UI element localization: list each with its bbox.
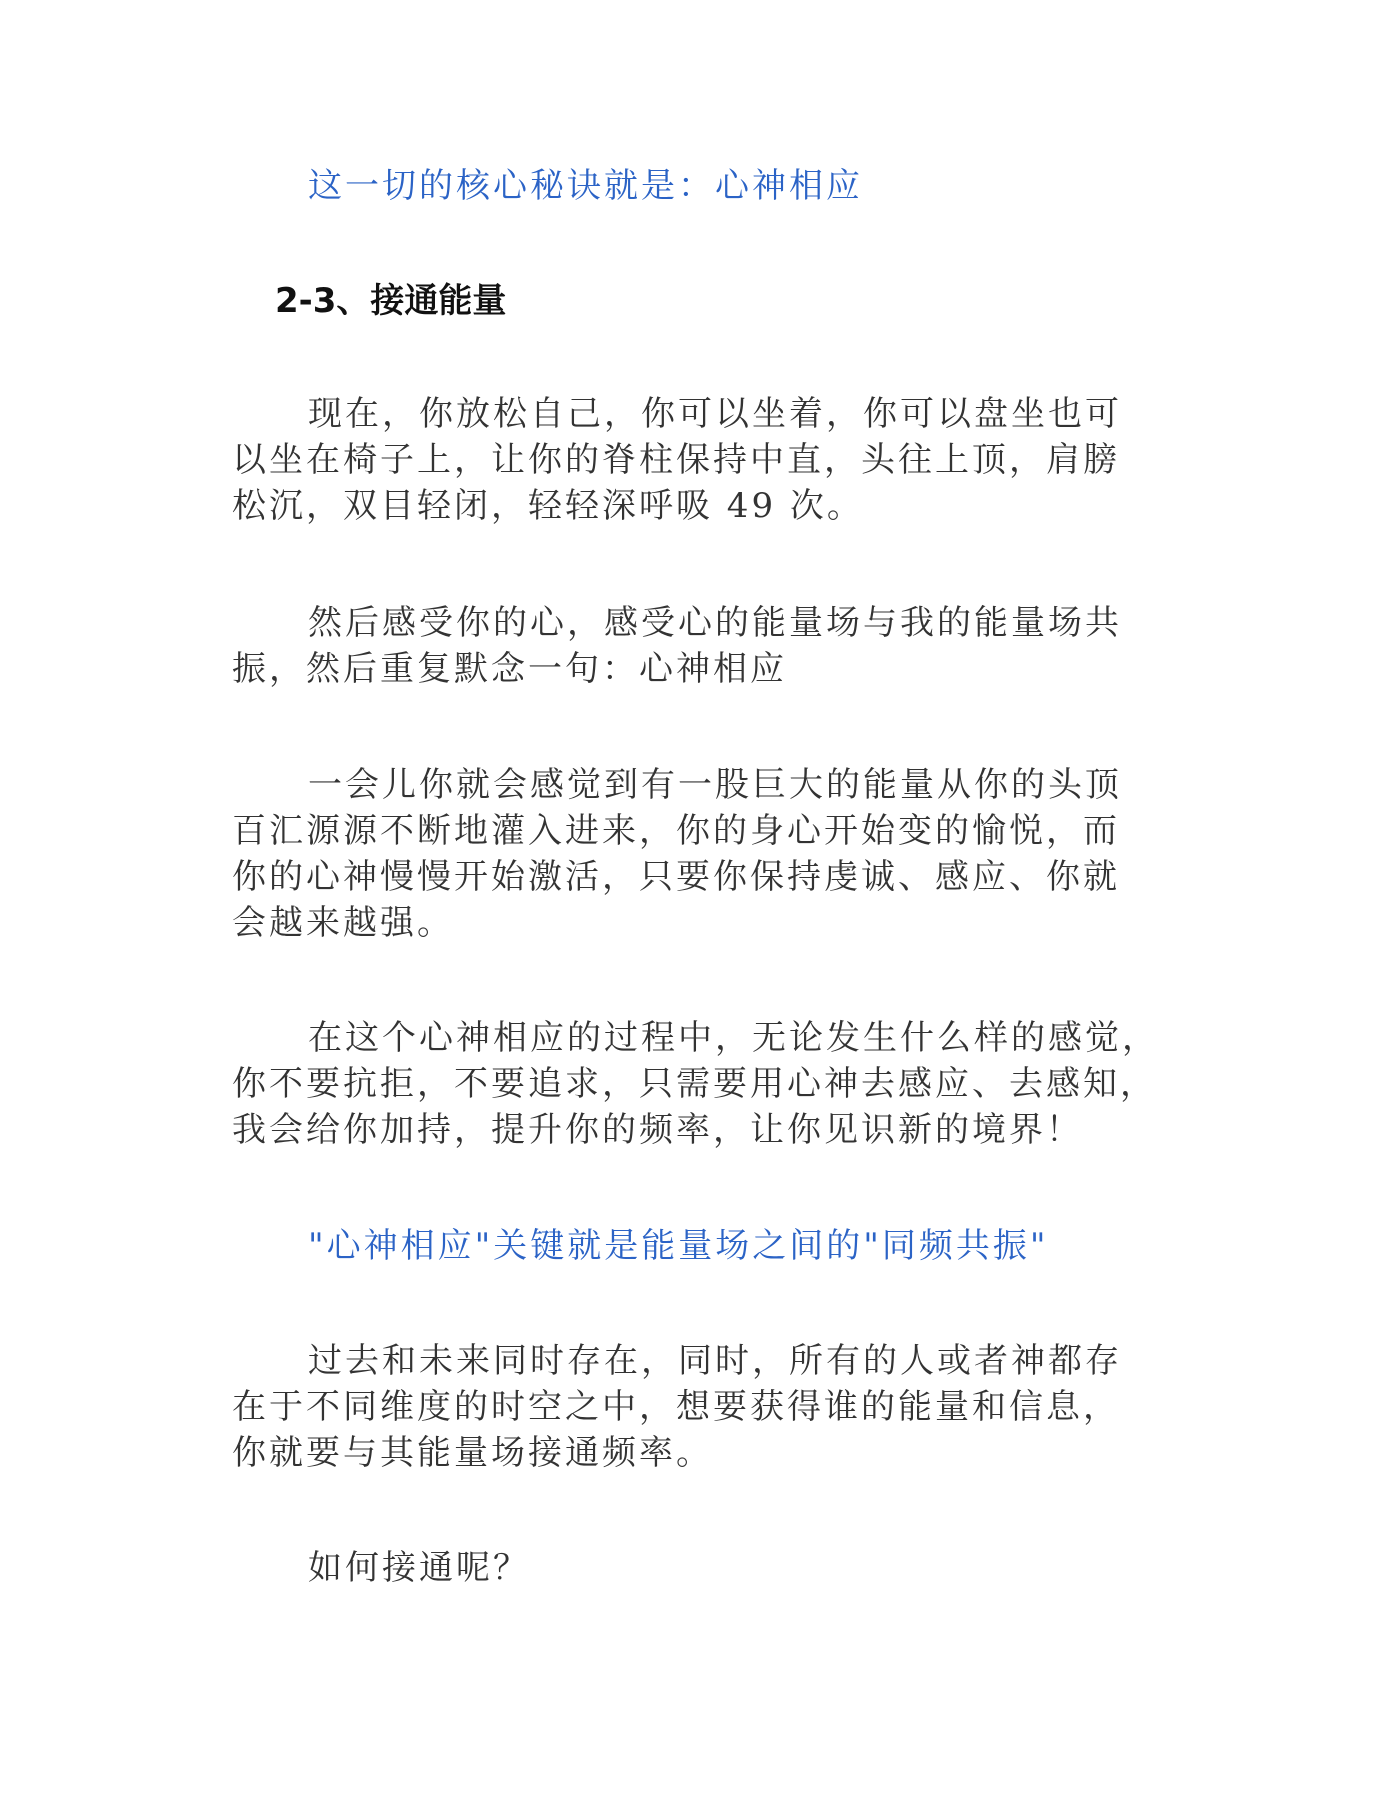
section-heading: 2-3、接通能量 (275, 281, 507, 321)
paragraph-line: 现在，你放松自己，你可以坐着，你可以盘坐也可 (308, 394, 1122, 434)
paragraph-line: 如何接通呢？ (308, 1548, 530, 1588)
paragraph-line: 百汇源源不断地灌入进来，你的身心开始变的愉悦，而 (232, 811, 1120, 851)
callout-core-secret: 这一切的核心秘诀就是：心神相应 (308, 166, 863, 206)
paragraph-line: 会越来越强。 (232, 903, 454, 943)
paragraph-line: 你就要与其能量场接通频率。 (232, 1433, 713, 1473)
paragraph-line: 一会儿你就会感觉到有一股巨大的能量从你的头顶 (308, 765, 1122, 805)
paragraph-line: 我会给你加持，提升你的频率，让你见识新的境界！ (232, 1110, 1083, 1150)
paragraph-line: 在这个心神相应的过程中，无论发生什么样的感觉， (308, 1018, 1159, 1058)
callout-resonance: "心神相应"关键就是能量场之间的"同频共振" (308, 1226, 1049, 1266)
paragraph-line: 在于不同维度的时空之中，想要获得谁的能量和信息， (232, 1387, 1120, 1427)
paragraph-line: 过去和未来同时存在，同时，所有的人或者神都存 (308, 1341, 1122, 1381)
paragraph-line: 以坐在椅子上，让你的脊柱保持中直，头往上顶，肩膀 (232, 440, 1120, 480)
paragraph-line: 振，然后重复默念一句：心神相应 (232, 649, 787, 689)
paragraph-line: 然后感受你的心，感受心的能量场与我的能量场共 (308, 603, 1122, 643)
paragraph-line: 你的心神慢慢开始激活，只要你保持虔诚、感应、你就 (232, 857, 1120, 897)
paragraph-line: 你不要抗拒，不要追求，只需要用心神去感应、去感知， (232, 1064, 1157, 1104)
paragraph-line: 松沉，双目轻闭，轻轻深呼吸 49 次。 (232, 486, 864, 526)
